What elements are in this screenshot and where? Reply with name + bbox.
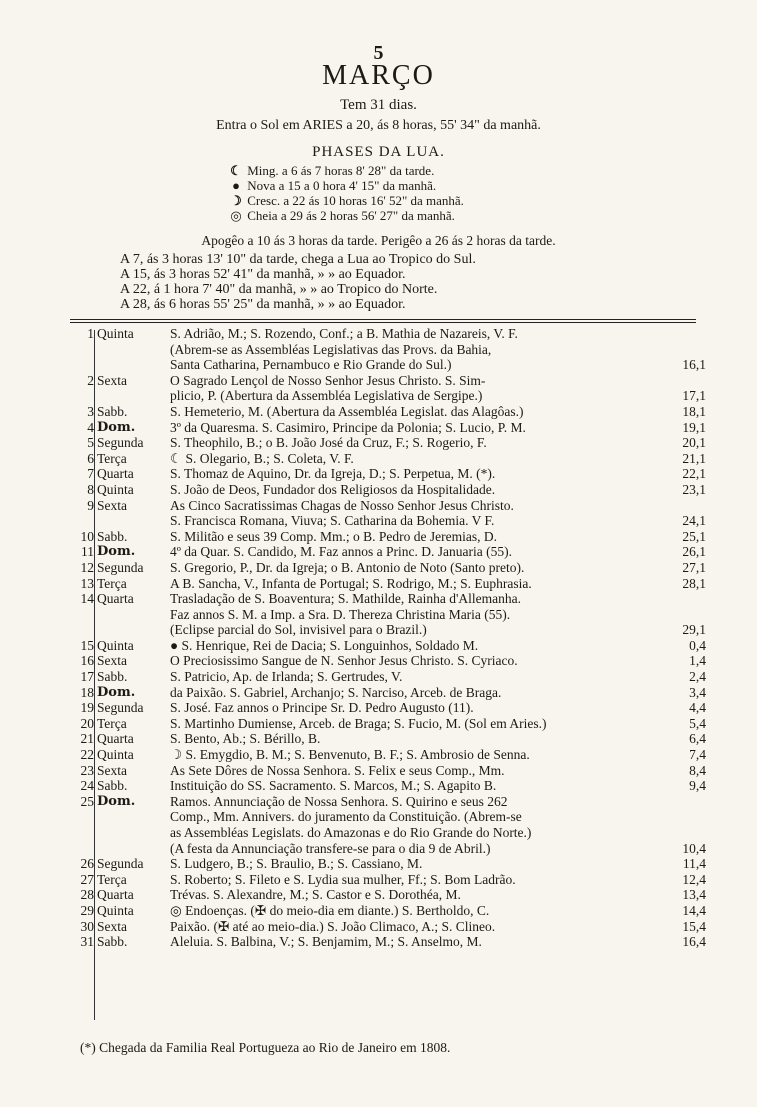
saint-text: O Preciosissimo Sangue de N. Senhor Jesus Christo. S. Cyriaco. bbox=[170, 653, 518, 669]
calendar-line bbox=[70, 482, 706, 498]
calendar-row bbox=[70, 872, 706, 888]
saint-text: S. João de Deos, Fundador dos Religiosos da Hospitalidade. bbox=[170, 481, 496, 497]
moon-age: 12,4 bbox=[682, 871, 706, 887]
calendar-row bbox=[70, 404, 706, 420]
day-number: 17 bbox=[80, 669, 94, 685]
saint-text: as Assembléas Legislats. do Amazonas e do Rio Grande do Norte.) bbox=[170, 825, 532, 840]
calendar-line bbox=[70, 607, 706, 623]
calendar-line bbox=[70, 794, 706, 810]
days-count: Tem 31 dias. bbox=[340, 97, 417, 113]
moon-first-quarter-icon: ☽ bbox=[230, 193, 242, 208]
moon-age: 20,1 bbox=[682, 435, 706, 451]
saint-text: As Sete Dôres de Nossa Senhora. S. Felix e seus Comp., Mm. bbox=[170, 762, 505, 778]
calendar-row bbox=[70, 716, 706, 732]
tropic-row: A 7, ás 3 horas 13' 10" da tarde, chega a Lua ao Tropico do Sul. bbox=[120, 252, 476, 267]
moon-phase-row bbox=[228, 163, 464, 178]
day-number: 29 bbox=[80, 902, 94, 918]
calendar-line bbox=[70, 887, 706, 903]
day-number: 3 bbox=[87, 403, 94, 419]
moon-age: 23,1 bbox=[682, 481, 706, 497]
moon-age: 7,4 bbox=[689, 747, 706, 763]
calendar-row bbox=[70, 498, 706, 529]
saint-text: Comp., Mm. Annivers. do juramento da Constituição. (Abrem-se bbox=[170, 809, 522, 825]
calendar-line bbox=[70, 700, 706, 716]
weekday: Terça bbox=[97, 715, 127, 731]
saint-text: Faz annos S. M. a Imp. a Sra. D. Thereza Christina Maria (55). bbox=[170, 606, 511, 622]
calendar-line bbox=[70, 622, 706, 638]
calendar-line bbox=[70, 388, 706, 404]
weekday: Dom. bbox=[97, 419, 136, 435]
moon-phase-row bbox=[228, 208, 464, 223]
weekday: Quarta bbox=[97, 466, 134, 482]
day-number: 7 bbox=[87, 466, 94, 482]
calendar-line bbox=[70, 809, 706, 825]
weekday: Quinta bbox=[97, 637, 134, 653]
saint-text: S. Patricio, Ap. de Irlanda; S. Gertrudes, V. bbox=[170, 669, 403, 685]
calendar-row bbox=[70, 700, 706, 716]
saint-text: da Paixão. S. Gabriel, Archanjo; S. Narciso, Arceb. de Braga. bbox=[170, 684, 502, 700]
moon-age: 15,4 bbox=[682, 918, 706, 934]
moon-age: 8,4 bbox=[689, 762, 706, 778]
moon-full-icon: ◎ bbox=[230, 208, 242, 223]
weekday: Segunda bbox=[97, 435, 144, 451]
moon-phase-text: Ming. a 6 ás 7 horas 8' 28" da tarde. bbox=[247, 163, 435, 178]
saint-text: Santa Catharina, Pernambuco e Rio Grande do Sul.) bbox=[170, 357, 452, 373]
page-number: 5 bbox=[373, 42, 384, 64]
weekday: Sexta bbox=[97, 762, 127, 778]
calendar-line bbox=[70, 435, 706, 451]
calendar-row bbox=[70, 544, 706, 560]
moon-phases bbox=[228, 163, 464, 223]
saint-text: S. Gregorio, P., Dr. da Igreja; o B. Antonio de Noto (Santo preto). bbox=[170, 559, 525, 575]
day-number: 22 bbox=[80, 747, 94, 763]
day-number: 26 bbox=[80, 856, 94, 872]
calendar-row bbox=[70, 466, 706, 482]
day-number: 14 bbox=[80, 591, 94, 607]
day-number: 24 bbox=[80, 778, 94, 794]
calendar-row bbox=[70, 576, 706, 592]
calendar-line bbox=[70, 872, 706, 888]
day-number: 16 bbox=[80, 653, 94, 669]
weekday: Terça bbox=[97, 450, 127, 466]
calendar-line bbox=[70, 466, 706, 482]
calendar-line bbox=[70, 856, 706, 872]
calendar-line bbox=[70, 731, 706, 747]
phases-title: PHASES DA LUA. bbox=[312, 144, 445, 160]
calendar-line bbox=[70, 342, 706, 358]
saint-text: S. Adrião, M.; S. Rozendo, Conf.; a B. Mathia de Nazareis, V. F. bbox=[170, 326, 518, 341]
calendar-row bbox=[70, 451, 706, 467]
saint-text: Ramos. Annunciação de Nossa Senhora. S. Quirino e seus 262 bbox=[170, 793, 508, 809]
calendar-row bbox=[70, 856, 706, 872]
calendar-line bbox=[70, 357, 706, 373]
calendar-line bbox=[70, 747, 706, 763]
saint-text: S. Theophilo, B.; o B. João José da Cruz, F.; S. Rogerio, F. bbox=[170, 435, 487, 451]
saint-text: ● S. Henrique, Rei de Dacia; S. Longuinhos, Soldado M. bbox=[170, 637, 479, 653]
moon-age: 25,1 bbox=[682, 528, 706, 544]
moon-age: 27,1 bbox=[682, 559, 706, 575]
weekday: Sabb. bbox=[97, 528, 128, 544]
apogee-perigee: Apogêo a 10 ás 3 horas da tarde. Perigêo a 26 ás 2 horas da tarde. bbox=[201, 233, 556, 248]
weekday: Quinta bbox=[97, 326, 134, 341]
moon-age: 10,4 bbox=[682, 840, 706, 856]
moon-age: 11,4 bbox=[682, 856, 706, 872]
calendar-line bbox=[70, 576, 706, 592]
calendar-row bbox=[70, 794, 706, 856]
calendar-row bbox=[70, 685, 706, 701]
calendar-line bbox=[70, 841, 706, 857]
moon-age: 13,4 bbox=[682, 887, 706, 903]
calendar-line bbox=[70, 825, 706, 841]
moon-age: 17,1 bbox=[682, 388, 706, 404]
calendar-row bbox=[70, 591, 706, 638]
day-number: 30 bbox=[80, 918, 94, 934]
moon-age: 4,4 bbox=[689, 700, 706, 716]
calendar-row bbox=[70, 731, 706, 747]
moon-age: 21,1 bbox=[682, 450, 706, 466]
saint-text: S. Ludgero, B.; S. Braulio, B.; S. Cassiano, M. bbox=[170, 856, 423, 872]
moon-last-quarter-icon: ☾ bbox=[230, 163, 242, 178]
weekday: Segunda bbox=[97, 559, 144, 575]
sun-entry: Entra o Sol em ARIES a 20, ás 8 horas, 55' 34" da manhã. bbox=[216, 118, 541, 133]
saint-text: (Abrem-se as Assembléas Legislativas das Provs. da Bahia, bbox=[170, 341, 492, 357]
moon-age: 22,1 bbox=[682, 466, 706, 482]
weekday: Sexta bbox=[97, 497, 127, 513]
calendar-row bbox=[70, 747, 706, 763]
calendar-line bbox=[70, 685, 706, 701]
weekday: Quinta bbox=[97, 747, 134, 763]
tropic-row: A 28, ás 6 horas 55' 25" da manhã, » » ao Equador. bbox=[120, 297, 406, 312]
moon-age: 19,1 bbox=[682, 419, 706, 435]
divider bbox=[70, 322, 696, 323]
calendar-row bbox=[70, 919, 706, 935]
month-title: MARÇO bbox=[322, 60, 435, 91]
saint-text: S. Hemeterio, M. (Abertura da Assembléa Legislat. das Alagôas.) bbox=[170, 403, 524, 419]
calendar-row bbox=[70, 653, 706, 669]
moon-age: 26,1 bbox=[682, 544, 706, 560]
saint-text: S. Francisca Romana, Viuva; S. Catharina da Bohemia. V F. bbox=[170, 513, 495, 529]
day-number: 12 bbox=[80, 559, 94, 575]
saint-text: S. Militão e seus 39 Comp. Mm.; o B. Pedro de Jeremias, D. bbox=[170, 528, 497, 544]
weekday: Segunda bbox=[97, 856, 144, 872]
calendar-line bbox=[70, 513, 706, 529]
moon-age: 9,4 bbox=[689, 778, 706, 794]
moon-age: 18,1 bbox=[682, 403, 706, 419]
calendar-table bbox=[70, 326, 706, 950]
saint-text: ☾ S. Olegario, B.; S. Coleta, V. F. bbox=[170, 450, 354, 466]
day-number: 5 bbox=[87, 435, 94, 451]
calendar-row bbox=[70, 934, 706, 950]
saint-text: S. Bento, Ab.; S. Bérillo, B. bbox=[170, 731, 321, 747]
moon-age: 6,4 bbox=[689, 731, 706, 747]
calendar-row bbox=[70, 420, 706, 436]
weekday: Dom. bbox=[97, 544, 136, 560]
calendar-row bbox=[70, 763, 706, 779]
day-number: 13 bbox=[80, 575, 94, 591]
day-number: 11 bbox=[81, 544, 94, 560]
saint-text: S. Roberto; S. Fileto e S. Lydia sua mulher, Ff.; S. Bom Ladrão. bbox=[170, 871, 516, 887]
weekday: Dom. bbox=[97, 684, 136, 700]
weekday: Quinta bbox=[97, 481, 134, 497]
calendar-line bbox=[70, 451, 706, 467]
calendar-row bbox=[70, 529, 706, 545]
weekday: Terça bbox=[97, 871, 127, 887]
day-number: 25 bbox=[80, 793, 94, 809]
weekday: Sabb. bbox=[97, 403, 128, 419]
calendar-row bbox=[70, 373, 706, 404]
calendar-line bbox=[70, 653, 706, 669]
day-number: 9 bbox=[87, 497, 94, 513]
calendar-line bbox=[70, 544, 706, 560]
moon-age: 0,4 bbox=[689, 637, 706, 653]
moon-new-icon: ● bbox=[232, 178, 240, 193]
day-number: 18 bbox=[80, 684, 94, 700]
tropic-row: A 15, ás 3 horas 52' 41" da manhã, » » ao Equador. bbox=[120, 267, 406, 282]
saint-text: ☽ S. Emygdio, B. M.; S. Benvenuto, B. F.; S. Ambrosio de Senna. bbox=[170, 747, 530, 763]
saint-text: ◎ Endoenças. (✠ do meio-dia em diante.) S. Bertholdo, C. bbox=[170, 902, 490, 918]
weekday: Quinta bbox=[97, 902, 134, 918]
saint-text: (A festa da Annunciação transfere-se para o dia 9 de Abril.) bbox=[170, 840, 491, 856]
calendar-line bbox=[70, 638, 706, 654]
calendar-line bbox=[70, 934, 706, 950]
calendar-line bbox=[70, 560, 706, 576]
saint-text: Trévas. S. Alexandre, M.; S. Castor e S. Dorothéa, M. bbox=[170, 887, 461, 903]
day-number: 1 bbox=[87, 326, 94, 341]
calendar-row bbox=[70, 482, 706, 498]
saint-text: O Sagrado Lençol de Nosso Senhor Jesus Christo. S. Sim- bbox=[170, 372, 486, 388]
calendar-line bbox=[70, 498, 706, 514]
moon-phase-row bbox=[228, 193, 464, 208]
day-number: 23 bbox=[80, 762, 94, 778]
weekday: Sexta bbox=[97, 372, 127, 388]
calendar-row bbox=[70, 887, 706, 903]
saint-text: Paixão. (✠ até ao meio-dia.) S. João Climaco, A.; S. Clineo. bbox=[170, 918, 496, 934]
moon-age: 3,4 bbox=[689, 684, 706, 700]
moon-phase-text: Nova a 15 a 0 hora 4' 15" da manhã. bbox=[247, 178, 437, 193]
moon-age: 16,1 bbox=[682, 357, 706, 373]
calendar-line bbox=[70, 919, 706, 935]
calendar-line bbox=[70, 404, 706, 420]
weekday: Sexta bbox=[97, 653, 127, 669]
tropic-list bbox=[120, 252, 476, 312]
calendar-line bbox=[70, 591, 706, 607]
saint-text: A B. Sancha, V., Infanta de Portugal; S. Rodrigo, M.; S. Euphrasia. bbox=[170, 575, 532, 591]
calendar-line bbox=[70, 716, 706, 732]
calendar-row bbox=[70, 638, 706, 654]
calendar-line bbox=[70, 763, 706, 779]
weekday: Dom. bbox=[97, 793, 136, 809]
moon-phase-text: Cheia a 29 ás 2 horas 56' 27" da manhã. bbox=[247, 208, 455, 223]
moon-age: 14,4 bbox=[682, 902, 706, 918]
moon-phase-row bbox=[228, 178, 464, 193]
saint-text: S. Martinho Dumiense, Arceb. de Braga; S. Fucio, M. (Sol em Aries.) bbox=[170, 715, 547, 731]
weekday: Sexta bbox=[97, 918, 127, 934]
weekday: Quarta bbox=[97, 887, 134, 903]
day-number: 19 bbox=[80, 700, 94, 716]
weekday: Terça bbox=[97, 575, 127, 591]
weekday: Quarta bbox=[97, 731, 134, 747]
day-number: 27 bbox=[80, 871, 94, 887]
weekday: Sabb. bbox=[97, 934, 128, 950]
day-number: 20 bbox=[80, 715, 94, 731]
weekday: Sabb. bbox=[97, 778, 128, 794]
calendar-line bbox=[70, 903, 706, 919]
day-number: 2 bbox=[87, 372, 94, 388]
saint-text: Aleluia. S. Balbina, V.; S. Benjamim, M.; S. Anselmo, M. bbox=[170, 934, 482, 950]
day-number: 4 bbox=[87, 419, 94, 435]
moon-age: 2,4 bbox=[689, 669, 706, 685]
day-number: 10 bbox=[80, 528, 94, 544]
calendar-row bbox=[70, 560, 706, 576]
calendar-row bbox=[70, 669, 706, 685]
tropic-row: A 22, á 1 hora 7' 40" da manhã, » » ao Tropico do Norte. bbox=[120, 282, 438, 297]
saint-text: plicio, P. (Abertura da Assembléa Legislativa de Sergipe.) bbox=[170, 388, 483, 404]
calendar-row bbox=[70, 778, 706, 794]
calendar-line bbox=[70, 326, 706, 342]
calendar-line bbox=[70, 420, 706, 436]
saint-text: Instituição do SS. Sacramento. S. Marcos, M.; S. Agapito B. bbox=[170, 778, 497, 794]
moon-age: 5,4 bbox=[689, 715, 706, 731]
day-number: 15 bbox=[80, 637, 94, 653]
weekday: Quarta bbox=[97, 591, 134, 607]
weekday: Segunda bbox=[97, 700, 144, 716]
divider bbox=[70, 319, 696, 320]
day-number: 21 bbox=[80, 731, 94, 747]
moon-age: 24,1 bbox=[682, 513, 706, 529]
calendar-row bbox=[70, 903, 706, 919]
calendar-row bbox=[70, 326, 706, 373]
footnote: (*) Chegada da Familia Real Portugueza ao Rio de Janeiro em 1808. bbox=[80, 1040, 451, 1055]
weekday: Sabb. bbox=[97, 669, 128, 685]
saint-text: Trasladação de S. Boaventura; S. Mathilde, Rainha d'Allemanha. bbox=[170, 591, 521, 607]
calendar-row bbox=[70, 435, 706, 451]
saint-text: S. José. Faz annos o Principe Sr. D. Pedro Augusto (11). bbox=[170, 700, 474, 716]
day-number: 28 bbox=[80, 887, 94, 903]
saint-text: 4º da Quar. S. Candido, M. Faz annos a Princ. D. Januaria (55). bbox=[170, 544, 512, 560]
saint-text: 3º da Quaresma. S. Casimiro, Principe da Polonia; S. Lucio, P. M. bbox=[170, 419, 526, 435]
saint-text: As Cinco Sacratissimas Chagas de Nosso Senhor Jesus Christo. bbox=[170, 497, 514, 513]
saint-text: (Eclipse parcial do Sol, invisivel para o Brazil.) bbox=[170, 622, 427, 638]
moon-age: 16,4 bbox=[682, 934, 706, 950]
calendar-line bbox=[70, 778, 706, 794]
day-number: 31 bbox=[80, 934, 94, 950]
day-number: 6 bbox=[87, 450, 94, 466]
moon-phase-text: Cresc. a 22 ás 10 horas 16' 52" da manhã. bbox=[247, 193, 464, 208]
calendar-line bbox=[70, 529, 706, 545]
calendar-line bbox=[70, 669, 706, 685]
saint-text: S. Thomaz de Aquino, Dr. da Igreja, D.; S. Perpetua, M. (*). bbox=[170, 466, 496, 482]
calendar-line bbox=[70, 373, 706, 389]
moon-age: 28,1 bbox=[682, 575, 706, 591]
moon-age: 1,4 bbox=[689, 653, 706, 669]
day-number: 8 bbox=[87, 481, 94, 497]
moon-age: 29,1 bbox=[682, 622, 706, 638]
